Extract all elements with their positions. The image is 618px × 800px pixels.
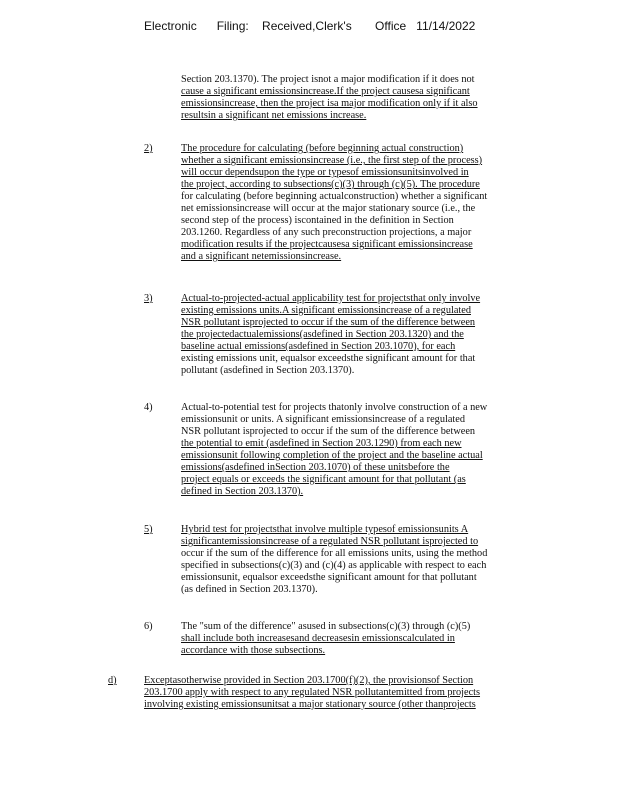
text-line: accordance with those subsections. [181, 645, 326, 656]
text-line: will occur dependsupon the type or typesof emissionsunitsinvolved in [181, 167, 469, 178]
paragraph-continuation [181, 74, 531, 122]
text-line: defined in Section 203.1370). [181, 486, 304, 497]
text-line: Exceptasotherwise provided in Section 203.1700(f)(2), the provisionsof Section [144, 675, 474, 686]
text-line: occur if the sum of the difference for all emissions units, using the method [181, 548, 488, 559]
item-number-3: 3) [144, 293, 153, 304]
text-line: 203.1260. Regardless of any such preconstruction projections, a major [181, 227, 472, 238]
text-line: involving existing emissionsunitsat a major stationary source (other thanprojects [144, 699, 476, 710]
text-line: shall include both increasesand decreasesin emissionscalculated in [181, 633, 455, 644]
text-line: emissionsunit or units. A significant emissionsincrease of a regulated [181, 414, 465, 425]
item-number-6: 6) [144, 621, 153, 632]
paragraph-5 [181, 524, 537, 596]
text-line: emissionsunit following completion of the project and the baseline actual [181, 450, 483, 461]
text-line: emissions(asdefined inSection 203.1070) of these unitsbefore the [181, 462, 450, 473]
paragraph-2 [181, 143, 531, 263]
text-line: modification results if the projectcausesa significant emissionsincrease [181, 239, 473, 250]
text-line: existing emissions units.A significant emissionsincrease of a regulated [181, 305, 471, 316]
item-number-2: 2) [144, 143, 153, 154]
item-letter-d: d) [108, 675, 117, 686]
text-line: project equals or exceeds the significant amount for that pollutant (as [181, 474, 466, 485]
paragraph-6 [181, 621, 517, 657]
text-line: the projectedactualemissions(asdefined in Section 203.1320) and the [181, 329, 464, 340]
text-line: The procedure for calculating (before beginning actual construction) [181, 143, 464, 154]
text-line: significantemissionsincrease of a regulated NSR pollutant isprojected to [181, 536, 479, 547]
paragraph-d [144, 675, 536, 711]
text-line: the potential to emit (asdefined in Section 203.1290) from each new [181, 438, 462, 449]
text-line: Actual-to-potential test for projects thatonly involve construction of a new [181, 402, 488, 413]
text-line: the project, according to subsections(c)(3) through (c)(5). The procedure [181, 179, 480, 190]
text-line: emissionsunit, equalsor exceedsthe significant amount for that pollutant [181, 572, 477, 583]
text-line: NSR pollutant isprojected to occur if the sum of the difference between [181, 426, 476, 437]
text-line: (as defined in Section 203.1370). [181, 584, 318, 595]
text-line: net emissionsincrease will occur at the major stationary source (i.e., the [181, 203, 476, 214]
text-line: for calculating (before beginning actualconstruction) whether a significant [181, 191, 488, 202]
text-line: baseline actual emissions(asdefined in Section 203.1070), for each [181, 341, 456, 352]
text-line: Actual-to-projected-actual applicability test for projectsthat only involve [181, 293, 481, 304]
paragraph-3 [181, 293, 531, 377]
text-line: 203.1700 apply with respect to any regulated NSR pollutantemitted from projects [144, 687, 481, 698]
item-number-4: 4) [144, 402, 153, 413]
text-line: Section 203.1370). The project isnot a major modification if it does not [181, 74, 475, 85]
text-line: pollutant (asdefined in Section 203.1370). [181, 365, 355, 376]
text-line: whether a significant emissionsincrease (i.e., the first step of the process) [181, 155, 483, 166]
text-line: and a significant netemissionsincrease. [181, 251, 342, 262]
text-line: The "sum of the difference" asused in subsections(c)(3) through (c)(5) [181, 621, 471, 632]
text-line: specified in subsections(c)(3) and (c)(4) as applicable with respect to each [181, 560, 487, 571]
text-line: resultsin a significant net emissions increase. [181, 110, 367, 121]
text-line: cause a significant emissionsincrease.If the project causesa significant [181, 86, 470, 97]
filing-header: Electronic Filing: Received,Clerk's Office 11/14/2022 [144, 19, 476, 33]
paragraph-4 [181, 402, 537, 498]
text-line: NSR pollutant isprojected to occur if the sum of the difference between [181, 317, 476, 328]
item-number-5: 5) [144, 524, 153, 535]
text-line: emissionsincrease, then the project isa major modification only if it also [181, 98, 478, 109]
text-line: second step of the process) iscontained in the definition in Section [181, 215, 454, 226]
text-line: Hybrid test for projectsthat involve multiple typesof emissionsunits A [181, 524, 469, 535]
text-line: existing emissions unit, equalsor exceedsthe significant amount for that [181, 353, 476, 364]
